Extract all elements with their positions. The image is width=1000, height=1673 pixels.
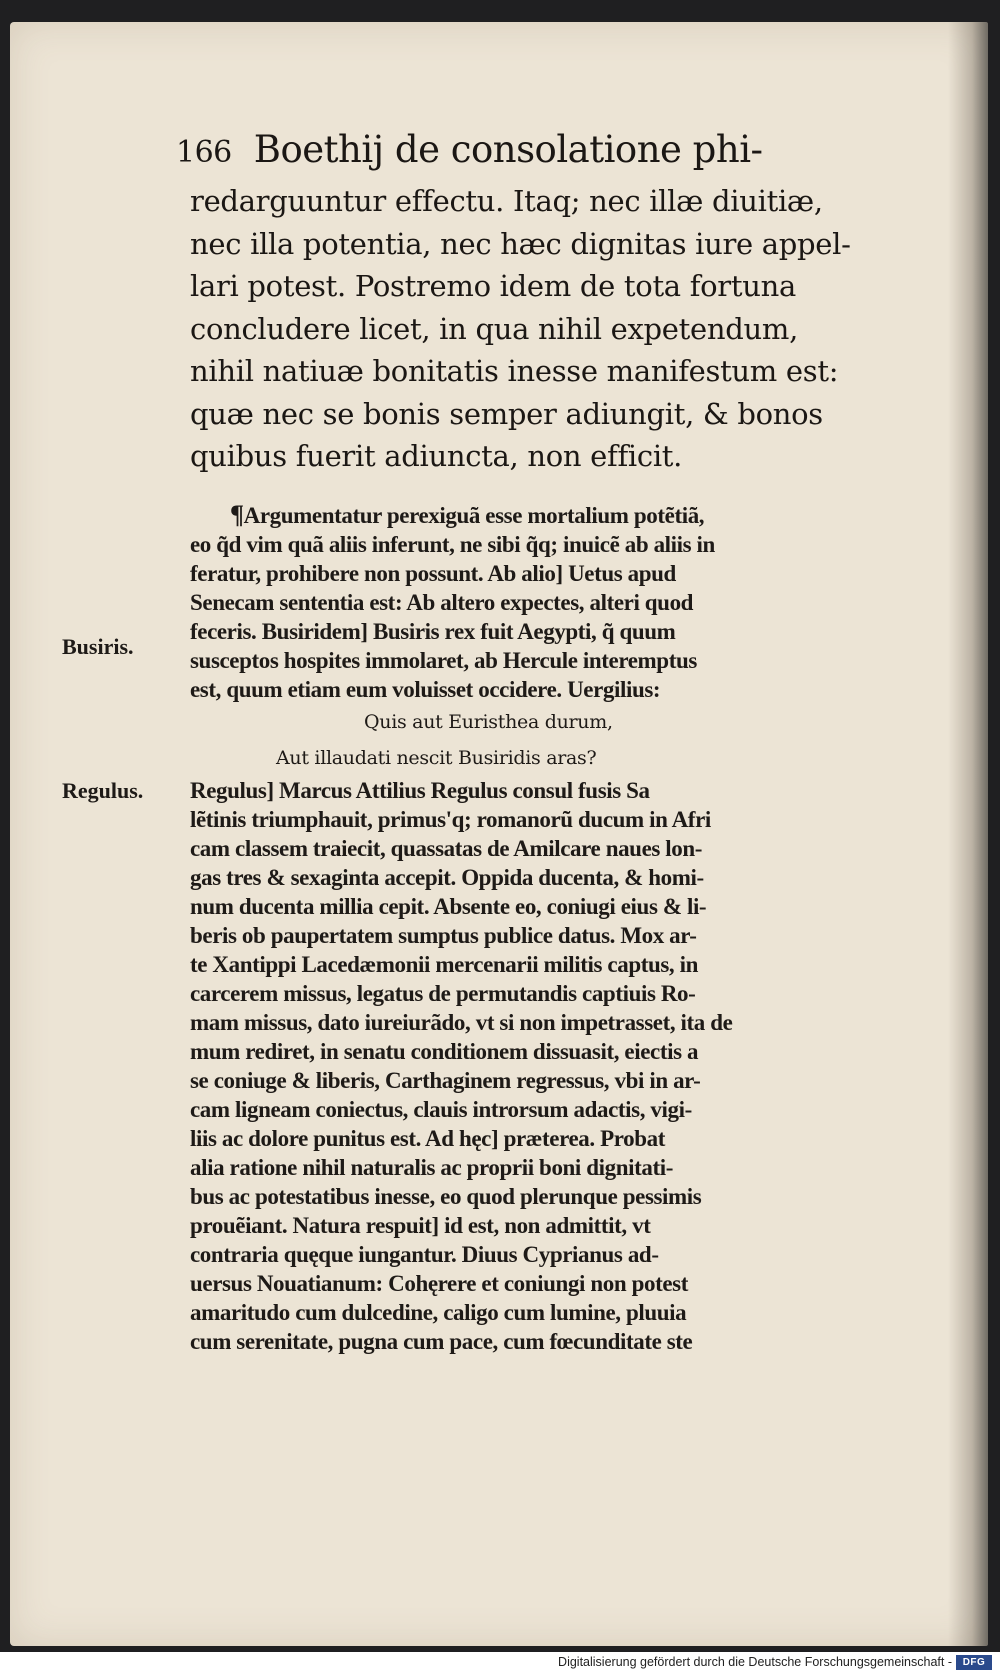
commentary-line: susceptos hospites immolaret, ab Hercule interemptus — [190, 648, 697, 673]
commentary-line: Senecam sententia est: Ab altero expectes, alteri quod — [190, 590, 694, 615]
marginal-note-busiris: Busiris. — [62, 634, 134, 659]
running-title: Boethij de consolatione phi- — [253, 128, 763, 171]
page-header — [176, 128, 876, 171]
commentary-line: feratur, prohibere non possunt. Ab alio] Uetus apud — [190, 561, 676, 586]
footer-credit: Digitalisierung gefördert durch die Deutsche Forschungsgemeinschaft - — [558, 1655, 952, 1669]
commentary-line — [190, 500, 880, 530]
commentary-line: bus ac potestatibus inesse, eo quod plerunque pessimis — [190, 1184, 702, 1209]
commentary-line: cam ligneam coniectus, clauis introrsum adactis, vigi- — [190, 1097, 692, 1122]
commentary-line: lẽtinis triumphauit, primus'q; romanorũ ducum in Afri — [190, 807, 711, 832]
commentary-line: num ducenta millia cepit. Absente eo, coniugi eius & li- — [190, 894, 707, 919]
commentary-line: contraria quęque iungantur. Diuus Cyprianus ad- — [190, 1242, 659, 1267]
commentary-block — [190, 500, 880, 1356]
folio-number: 166 — [176, 135, 232, 170]
main-text-line: redarguuntur effectu. Itaq; nec illæ diuitiæ, — [190, 184, 823, 218]
commentary-line: carcerem missus, legatus de permutandis captiuis Ro- — [190, 981, 696, 1006]
digitization-footer — [0, 1652, 1000, 1673]
main-text-line: lari potest. Postremo idem de tota fortuna — [190, 269, 796, 303]
commentary-line: feceris. Busiridem] Busiris rex fuit Aegypti, q̃ quum — [190, 619, 676, 644]
verse-line: Aut illaudati nescit Busiridis aras? — [276, 747, 597, 769]
commentary-line: beris ob paupertatem sumptus publice datus. Mox ar- — [190, 923, 697, 948]
commentary-line: amaritudo cum dulcedine, caligo cum lumine, pluuia — [190, 1300, 687, 1325]
commentary-line: Regulus] Marcus Attilius Regulus consul fusis Sa — [190, 778, 650, 803]
main-text-block — [190, 180, 910, 478]
commentary-line: mam missus, dato iureiurãdo, vt si non impetrasset, ita de — [190, 1010, 733, 1035]
page-gutter-shadow — [948, 22, 988, 1646]
commentary-line: est, quum etiam eum voluisset occidere. Uergilius: — [190, 677, 661, 702]
main-text-line: quæ nec se bonis semper adiungit, & bonos — [190, 396, 823, 431]
commentary-line: cam classem traiecit, quassatas de Amilcare naues lon- — [190, 836, 703, 861]
dfg-logo-icon: DFG — [956, 1655, 992, 1670]
verse-line: Quis aut Euristhea durum, — [364, 711, 613, 733]
commentary-line: prouẽiant. Natura respuit] id est, non admittit, vt — [190, 1213, 651, 1238]
main-text-line: nec illa potentia, nec hæc dignitas iure appel- — [190, 226, 851, 261]
commentary-line: te Xantippi Lacedæmonii mercenarii militis captus, in — [190, 952, 699, 977]
commentary-line: mum rediret, in senatu conditionem dissuasit, eiectis a — [190, 1039, 699, 1064]
main-text-line: concludere licet, in qua nihil expetendum, — [190, 311, 798, 346]
main-text-line: quibus fuerit adiuncta, non efficit. — [190, 439, 683, 473]
marginal-note-regulus: Regulus. — [62, 778, 144, 803]
commentary-line: eo q̃d vim quã aliis inferunt, ne sibi q̃q; inuicẽ ab aliis in — [190, 532, 715, 557]
main-text-line: nihil natiuæ bonitatis inesse manifestum est: — [190, 354, 839, 388]
pilcrow-mark: ¶ — [230, 500, 244, 529]
commentary-line-text: Argumentatur perexiguã esse mortalium potẽtiã, — [243, 503, 705, 528]
commentary-line: se coniuge & liberis, Carthaginem regressus, vbi in ar- — [190, 1068, 701, 1093]
commentary-line: gas tres & sexaginta accepit. Oppida ducenta, & homi- — [190, 865, 704, 890]
commentary-line: uersus Nouatianum: Cohęrere et coniungi non potest — [190, 1271, 688, 1296]
commentary-line: alia ratione nihil naturalis ac proprii boni dignitati- — [190, 1155, 674, 1180]
commentary-line: liis ac dolore punitus est. Ad hęc] prӕterea. Probat — [190, 1126, 665, 1151]
commentary-line: cum serenitate, pugna cum pace, cum fœcunditate ste — [190, 1329, 693, 1354]
